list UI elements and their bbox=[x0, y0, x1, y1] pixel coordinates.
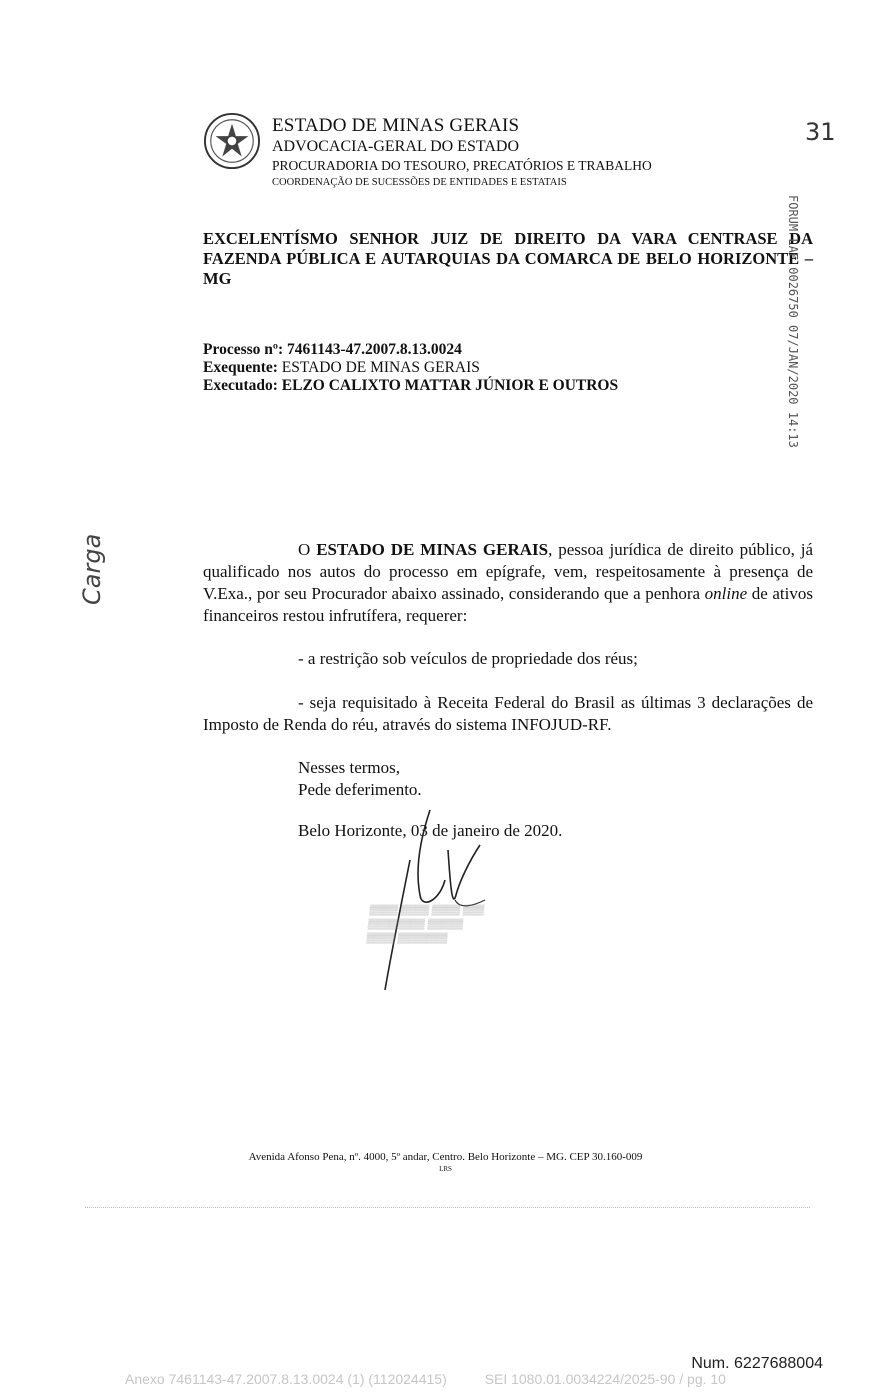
process-number: 7461143-47.2007.8.13.0024 bbox=[287, 341, 462, 358]
addressee: EXCELENTÍSMO SENHOR JUIZ DE DIREITO DA VARA CENTRASE DA FAZENDA PÚBLICA E AUTARQUIAS DA COMARCA DE BELO HORIZONTE – MG bbox=[203, 229, 813, 288]
p1-mid: , pessoa jurídica de direito público, já qualificado nos autos do processo em epígrafe, vem, respeitosamente à presença de V.Exa., por seu Procurador abaixo assinado, considerando que a penhora bbox=[203, 540, 813, 603]
header-agency: ADVOCACIA-GERAL DO ESTADO bbox=[272, 138, 519, 155]
p1-start: O bbox=[298, 540, 317, 559]
p1-italic: online bbox=[704, 584, 748, 603]
executado-line bbox=[203, 377, 618, 395]
p1-end: de ativos financeiros restou infrutífera, requerer: bbox=[203, 584, 813, 625]
header-state: ESTADO DE MINAS GERAIS bbox=[272, 115, 520, 136]
system-footer bbox=[125, 1371, 760, 1387]
stamp-line-3: ▒▒▒▒ ▒▒▒▒▒▒▒ bbox=[366, 933, 448, 944]
protocol-stamp: FORUM LAF 0026750 07/JAN/2020 14:13 bbox=[786, 195, 800, 448]
exequente-value: ESTADO DE MINAS GERAIS bbox=[281, 359, 480, 376]
request-item-1: - a restrição sob veículos de propriedade dos réus; bbox=[298, 649, 638, 668]
header-coordination: COORDENAÇÃO DE SUCESSÕES DE ENTIDADES E ESTATAIS bbox=[272, 177, 567, 188]
body-paragraph bbox=[203, 539, 813, 627]
stamp-line-2: ▒▒▒▒▒▒▒▒ ▒▒▒▒▒ bbox=[367, 919, 464, 930]
sei-ref: SEI 1080.01.0034224/2025-90 / pg. 10 bbox=[484, 1371, 726, 1387]
footer-code: LRS bbox=[439, 1165, 452, 1173]
p1-bold: ESTADO DE MINAS GERAIS bbox=[316, 540, 549, 559]
document-number: Num. 6227688004 bbox=[691, 1355, 823, 1372]
closing-line-1: Nesses termos, bbox=[298, 758, 400, 777]
process-info bbox=[203, 341, 618, 395]
exequente-label: Exequente: bbox=[203, 359, 278, 376]
executado-label: Executado: bbox=[203, 377, 278, 394]
divider bbox=[85, 1207, 810, 1208]
closing-line-2: Pede deferimento. bbox=[298, 780, 422, 799]
footer-address: Avenida Afonso Pena, nº. 4000, 5º andar, Centro. Belo Horizonte – MG. CEP 30.160-009 bbox=[248, 1151, 643, 1163]
exequente-line bbox=[203, 359, 618, 377]
signature-stamp bbox=[366, 904, 485, 946]
annex-ref: Anexo 7461143-47.2007.8.13.0024 (1) (112024415) bbox=[125, 1371, 447, 1387]
handwritten-margin-note: Carga bbox=[78, 533, 106, 605]
executado-value: ELZO CALIXTO MATTAR JÚNIOR E OUTROS bbox=[281, 377, 619, 394]
closing bbox=[298, 757, 422, 801]
handwritten-page-mark: 31 bbox=[805, 118, 836, 146]
header-department: PROCURADORIA DO TESOURO, PRECATÓRIOS E TRABALHO bbox=[272, 158, 652, 173]
request-item-2: - seja requisitado à Receita Federal do Brasil as últimas 3 declarações de Imposto de Renda do réu, através do sistema INFOJUD-RF. bbox=[203, 693, 813, 734]
process-number-line bbox=[203, 341, 618, 359]
stamp-line-1: ▒▒▒▒ ▒▒▒▒ ▒▒▒▒ ▒▒▒ bbox=[368, 905, 485, 916]
process-number-label: Processo nº: bbox=[203, 341, 284, 358]
place-date: Belo Horizonte, 03 de janeiro de 2020. bbox=[298, 821, 563, 840]
coat-of-arms-seal-icon bbox=[203, 112, 261, 170]
signature-icon bbox=[360, 800, 530, 1000]
